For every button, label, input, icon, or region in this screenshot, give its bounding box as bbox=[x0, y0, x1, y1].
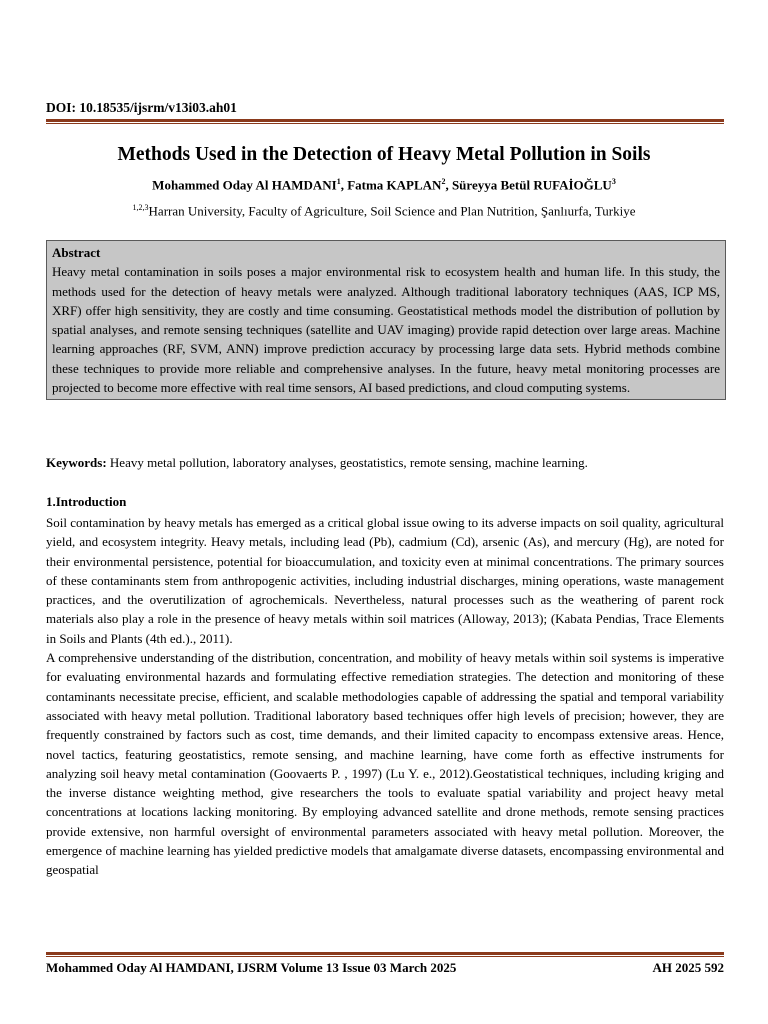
keywords bbox=[46, 455, 724, 471]
paragraph: Soil contamination by heavy metals has emerged as a critical global issue owing to its adverse impacts on soil quality, agricultural yield, and ecosystem integrity. Heavy metals, including lead (Pb), cadmium (Cd), arsenic (As), and mercury (Hg), are noted for their environmental persistence, potential for bioaccumulation, and toxicity even at minimal concentrations. The primary sources of these contaminants stem from anthropogenic activities, including industrial discharges, mining operations, waste management practices, and the overutilization of agrochemicals. Nevertheless, natural processes such as the weathering of parent rock materials also play a role in the presence of heavy metals within soil matrices (Alloway, 2013); (Kabata Pendias, Trace Elements in Soils and Plants (4th ed.)., 2011). bbox=[46, 515, 724, 646]
author-affiliation-mark: 1 bbox=[336, 177, 341, 186]
author-name: Mohammed Oday Al HAMDANI bbox=[152, 177, 337, 193]
paper-title: Methods Used in the Detection of Heavy Metal Pollution in Soils bbox=[117, 144, 651, 165]
keywords-text: Heavy metal pollution, laboratory analyses, geostatistics, remote sensing, machine learning. bbox=[106, 455, 588, 470]
affiliation-text: Harran University, Faculty of Agriculture, Soil Science and Plan Nutrition, Şanlıurfa, Turkiye bbox=[148, 203, 636, 219]
footer-citation: Mohammed Oday Al HAMDANI, IJSRM Volume 13 Issue 03 March 2025 bbox=[46, 960, 457, 975]
page-number: AH 2025 592 bbox=[652, 960, 724, 975]
paragraph: A comprehensive understanding of the distribution, concentration, and mobility of heavy metals within soil systems is imperative for evaluating environmental hazards and formulating effective remediation strategies. The detection and monitoring of these contaminants necessitate precise, efficient, and scalable methodologies capable of addressing the spatial and temporal variability associated with heavy metal pollution. Traditional laboratory based techniques offer high levels of precision; however, they are frequently constrained by factors such as cost, time demands, and their limited capacity to encompass extensive areas. Hence, novel tactics, featuring geostatistics, remote sensing, and machine learning, have come forth as effective instruments for analyzing soil heavy metal contamination (Goovaerts P. , 1997) (Lu Y. e., 2012).Geostatistical techniques, including kriging and the inverse distance weighting method, give researchers the tools to evaluate spatial variability and project heavy metal concentrations at locations lacking monitoring. By employing advanced satellite and drone methods, remote sensing practices provide extensive, non harmful oversight of environmental parameters associated with heavy metal pollution. Moreover, the emergence of machine learning has yielded predictive models that amalgamate diverse datasets, encompassing environmental and geospatial bbox=[46, 650, 724, 878]
affiliation bbox=[0, 203, 768, 219]
introduction-body bbox=[46, 513, 724, 880]
author-name: Süreyya Betül RUFAİOĞLU bbox=[451, 177, 612, 193]
page-footer bbox=[46, 960, 724, 976]
affiliation-mark: 1,2,3 bbox=[132, 203, 149, 212]
doi-line: DOI: 10.18535/ijsrm/v13i03.ah01 bbox=[46, 100, 237, 115]
author-name: Fatma KAPLAN bbox=[347, 177, 442, 193]
author-list: Mohammed Oday Al HAMDANI$^1$, Fatma KAPLAN$^2$, Süreyya Betül RUFAİOĞLU$^3$ bbox=[152, 177, 616, 193]
header-rule bbox=[46, 119, 724, 124]
keywords-label: Keywords: bbox=[46, 455, 107, 470]
abstract-text: Heavy metal contamination in soils poses a major environmental risk to ecosystem health and human life. In this study, the methods used for the detection of heavy metals were analyzed. Although traditional laboratory techniques (AAS, ICP MS, XRF) offer high sensitivity, they are costly and time consuming. Geostatistical methods model the distribution of pollution by spatial analyses, and remote sensing techniques (satellite and UAV imaging) provide rapid detection over large areas. Machine learning approaches (RF, SVM, ANN) improve prediction accuracy by processing large data sets. Hybrid methods combine these techniques to provide more reliable and comprehensive analyses. In the future, heavy metal monitoring processes are projected to become more effective with real time sensors, AI based predictions, and cloud computing systems. bbox=[52, 264, 720, 396]
author-affiliation-mark: 2 bbox=[441, 177, 446, 186]
author-affiliation-mark: 3 bbox=[611, 177, 616, 186]
footer-rule bbox=[46, 952, 724, 957]
section-heading-introduction: 1.Introduction bbox=[46, 494, 127, 509]
abstract-box bbox=[46, 240, 726, 400]
abstract-heading: Abstract bbox=[52, 245, 101, 260]
